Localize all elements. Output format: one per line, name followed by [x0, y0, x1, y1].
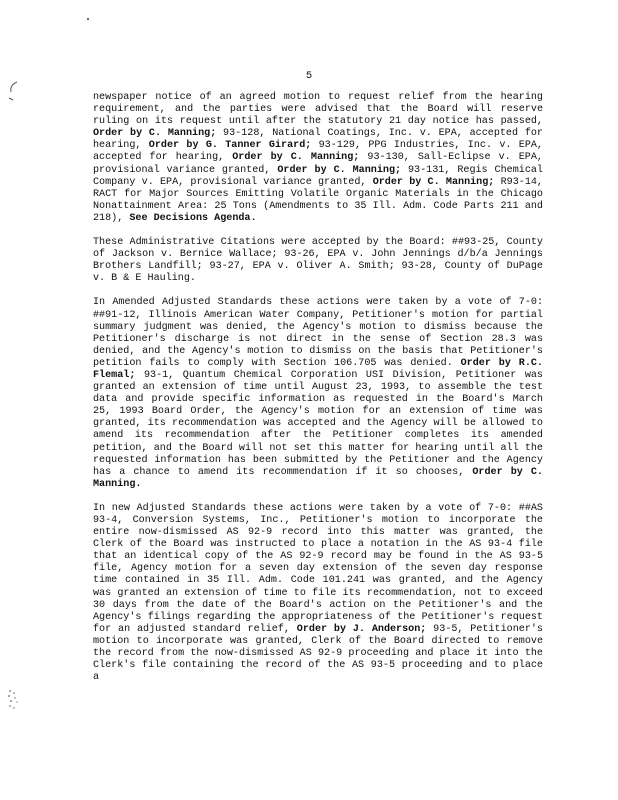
order-attribution: Order by C. Manning; — [277, 164, 402, 176]
paragraph-text: In Amended Adjusted Standards these actions were taken by a vote of 7-0: ##91-12, Illinois American Water Company, Petitioner's motion for partial summary judgment was denied, the Agency's motion to dismiss because the Petitioner's discharge is not direct in the sense of Section 28.3 was denied, and the Agency's motion to dismiss on the basis that Petitioner's petition fails to comply with Section 106.705 was denied. — [93, 297, 543, 369]
paragraph-text: R93-14, RACT for Major Sources Emitting Volatile Organic Materials in the Chicago Nonattainment Area: 25 Tons (Amendments to 35 Ill. Adm. Code Parts 211 and 218), — [93, 176, 543, 224]
paragraph-text: 93-5, Petitioner's motion to incorporate was granted, Clerk of the Board directed to remove the record from the now-dismissed AS 92-9 proceeding and place it into the Clerk's file containing the record of the AS 93-5 proceeding and to place a — [93, 623, 543, 684]
paragraph — [93, 237, 543, 285]
paragraph-text: 93-131, Regis Chemical Company v. EPA, provisional variance granted, — [93, 164, 543, 188]
paragraph — [93, 92, 543, 225]
paragraph-text: 93-1, Quantum Chemical Corporation USI Division, Petitioner was granted an extension of time until August 23, 1993, to assemble the test data and provide specific information as requested in the Board's March 25, 1993 Board Order, the Agency's motion for an extension of time was granted, its recommendation was accepted and the Agency will be allowed to amend its recommendation after the Petitioner completes its amended petition, and the Board will not set this matter for hearing until all the requested information has been submitted by the Petitioner and the Agency has a chance to amend its recommendation if it so chooses, — [93, 369, 543, 478]
scan-dot — [87, 18, 89, 20]
order-attribution: See Decisions Agenda. — [129, 212, 257, 224]
paragraph — [93, 503, 543, 684]
order-attribution: Order by C. Manning; — [232, 152, 360, 164]
order-attribution: Order by G. Tanner Girard; — [148, 140, 312, 152]
scan-mark-left-speckle — [6, 688, 22, 710]
paragraph-text: 93-129, PPG Industries, Inc. v. EPA, accepted for hearing, — [93, 140, 543, 164]
scan-mark-top-left — [6, 80, 20, 104]
order-attribution: Order by C. Manning. — [93, 466, 543, 490]
paragraph-text: 93-130, Sall-Eclipse v. EPA, provisional variance granted, — [93, 152, 543, 176]
paragraph-text: newspaper notice of an agreed motion to request relief from the hearing requirement, and the parties were advised that the Board will reserve ruling on its request until after the statutory 21 day notice has passed, — [93, 92, 543, 128]
paragraph-text: These Administrative Citations were accepted by the Board: ##93-25, County of Jackson v. Bernice Wallace; 93-26, EPA v. John Jennings d/b/a Jennings Brothers Landfill; 93-27, EPA v. Oliver A. Smith; 93-28, County of DuPage v. B & E Hauling. — [93, 237, 543, 285]
order-attribution: Order by R.C. Flemal; — [93, 357, 543, 381]
page-number: 5 — [305, 70, 313, 82]
paragraph-text: 93-128, National Coatings, Inc. v. EPA, accepted for hearing, — [93, 128, 543, 152]
order-attribution: Order by C. Manning; — [372, 176, 495, 188]
paragraph — [93, 297, 543, 491]
document-body — [93, 92, 543, 696]
order-attribution: Order by C. Manning; — [93, 128, 217, 140]
paragraph-text: In new Adjusted Standards these actions were taken by a vote of 7-0: ##AS 93-4, Conversion Systems, Inc., Petitioner's motion to incorporate the entire now-dismissed AS 92-9 record into this matter was granted, the Clerk of the Board was instructed to place a notation in the AS 93-4 file that an identical copy of the AS 92-9 record may be found in the AS 93-5 file, Agency motion for a seven day extension of the seven day response time contained in 35 Ill. Adm. Code 101.241 was granted, and the Agency was granted an extension of time to file its recommendation, not to exceed 30 days from the date of the Board's action on the Petitioner's and the Agency's filings regarding the appropriateness of the Petitioner's request for an adjusted standard relief, — [93, 502, 543, 635]
order-attribution: Order by J. Anderson; — [296, 623, 427, 635]
